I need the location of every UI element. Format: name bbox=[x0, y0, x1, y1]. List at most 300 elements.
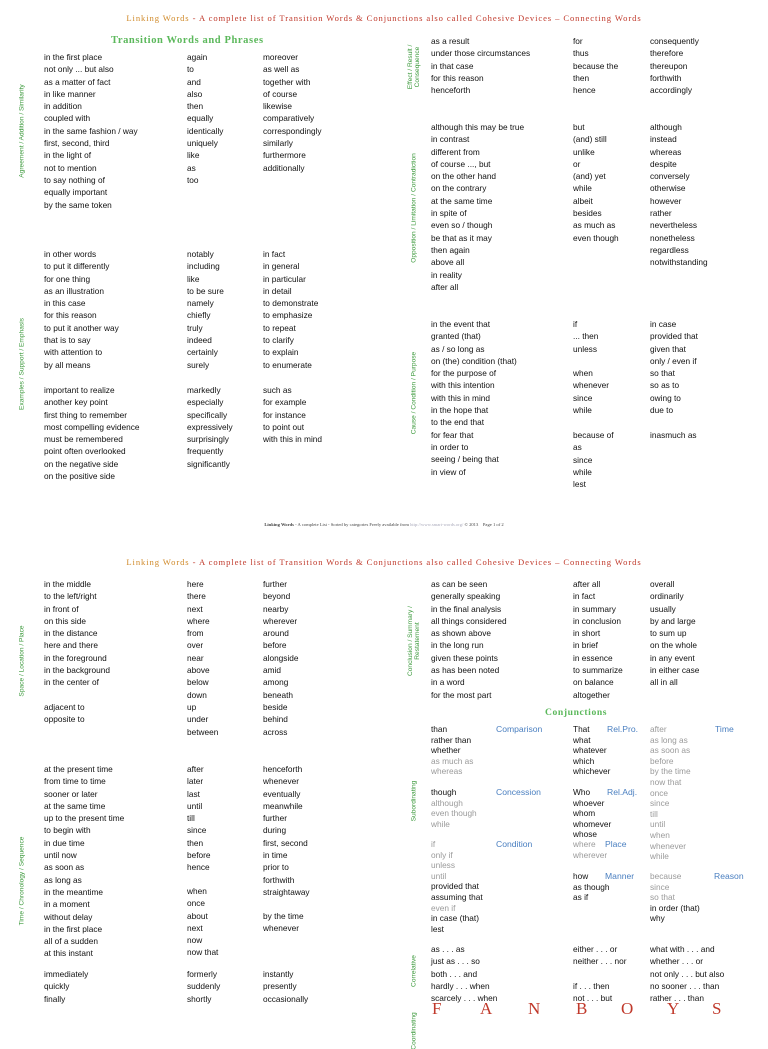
label-examples: Examples / Support / Emphasis bbox=[18, 317, 26, 410]
list-item: once bbox=[650, 787, 668, 798]
list-item: why bbox=[650, 913, 665, 924]
sub-condition bbox=[431, 839, 483, 934]
list-item: so that bbox=[650, 368, 675, 379]
list-item: in the foreground bbox=[44, 652, 107, 663]
sub-comparison bbox=[431, 724, 473, 777]
list-item: near bbox=[187, 652, 204, 663]
list-item: to repeat bbox=[263, 322, 296, 333]
list-item: before bbox=[650, 755, 674, 766]
list-item: next bbox=[187, 922, 203, 933]
list-item: to put it differently bbox=[44, 261, 110, 272]
label-effect: Effect / Result / Consequence bbox=[406, 44, 421, 89]
list-item: while bbox=[573, 183, 592, 194]
list-item: namely bbox=[187, 298, 214, 309]
list-item: such as bbox=[263, 385, 292, 395]
examples-col2b bbox=[187, 384, 233, 470]
list-item: where bbox=[573, 839, 596, 849]
list-item: to point out bbox=[263, 421, 305, 432]
list-item: then bbox=[187, 837, 204, 848]
list-item: on (the) condition (that) bbox=[431, 355, 517, 366]
list-item: as soon as bbox=[650, 745, 691, 756]
agreement-col2 bbox=[187, 51, 223, 186]
list-item: in this case bbox=[44, 298, 86, 309]
list-item: so that bbox=[650, 892, 675, 903]
list-item: to sum up bbox=[650, 628, 687, 639]
list-item: as an illustration bbox=[44, 285, 104, 296]
list-item: first, second bbox=[263, 837, 308, 848]
label-space: Space / Location / Place bbox=[18, 624, 26, 697]
list-item: on the negative side bbox=[44, 458, 119, 469]
list-item: without delay bbox=[44, 911, 93, 922]
list-item bbox=[573, 968, 627, 980]
cat-time: Time bbox=[715, 724, 734, 734]
cause-col2c bbox=[573, 429, 614, 490]
list-item: in order (that) bbox=[650, 902, 700, 913]
correlative-col1 bbox=[431, 943, 497, 1004]
list-item: additionally bbox=[263, 162, 305, 173]
list-item: when bbox=[650, 829, 670, 840]
list-item: in the distance bbox=[44, 628, 98, 639]
list-item: till bbox=[187, 813, 195, 824]
conclusion-col2 bbox=[573, 578, 623, 701]
list-item: because of bbox=[573, 430, 614, 440]
space-col1 bbox=[44, 578, 110, 689]
list-item: further bbox=[263, 579, 287, 589]
list-item: hence bbox=[573, 85, 596, 96]
cat-manner: Manner bbox=[605, 871, 635, 881]
list-item: beside bbox=[263, 701, 288, 712]
list-item: given these points bbox=[431, 652, 498, 663]
conclusion-col1 bbox=[431, 578, 507, 701]
cause-col1 bbox=[431, 318, 517, 478]
list-item: since bbox=[573, 454, 593, 465]
list-item: although bbox=[431, 797, 463, 808]
list-item: rather than bbox=[431, 734, 472, 745]
list-item: not . . . but bbox=[573, 993, 613, 1004]
list-item: in either case bbox=[650, 665, 700, 676]
list-item: (and) still bbox=[573, 134, 607, 145]
list-item: as much as bbox=[573, 220, 616, 231]
list-item: as can be seen bbox=[431, 579, 488, 589]
list-item: than bbox=[431, 724, 448, 734]
list-item: important to realize bbox=[44, 385, 115, 395]
list-item: which bbox=[573, 755, 595, 766]
list-item: equally bbox=[187, 113, 214, 124]
list-item: all of a sudden bbox=[44, 936, 98, 947]
list-item: later bbox=[187, 776, 204, 787]
list-item: with this intention bbox=[431, 380, 495, 391]
list-item: henceforth bbox=[431, 85, 471, 96]
list-item: beyond bbox=[263, 591, 291, 602]
list-item: when bbox=[573, 368, 593, 378]
time-col3c bbox=[263, 968, 308, 1005]
list-item: specifically bbox=[187, 409, 228, 420]
list-item: whether . . . or bbox=[650, 956, 704, 967]
list-item: That bbox=[573, 724, 590, 734]
list-item: down bbox=[187, 689, 207, 700]
space-col1b bbox=[44, 701, 85, 726]
list-item: as bbox=[187, 162, 196, 173]
list-item: adjacent to bbox=[44, 702, 85, 712]
list-item: notably bbox=[187, 249, 214, 259]
sub-relpro bbox=[573, 724, 610, 777]
list-item: in case (that) bbox=[431, 913, 479, 924]
cause-col3b bbox=[650, 429, 697, 441]
list-item: indeed bbox=[187, 335, 212, 346]
list-item: till bbox=[650, 808, 658, 819]
examples-col3 bbox=[263, 248, 318, 371]
list-item: to clarify bbox=[263, 335, 294, 346]
list-item: by all means bbox=[44, 359, 91, 370]
list-item: occasionally bbox=[263, 993, 309, 1004]
correlative-col2 bbox=[573, 943, 627, 1004]
opposition-col3 bbox=[650, 121, 708, 269]
list-item: chiefly bbox=[187, 310, 211, 321]
list-item: whoever bbox=[573, 797, 605, 808]
examples-col1b bbox=[44, 384, 139, 482]
list-item: below bbox=[187, 677, 209, 688]
list-item: not only ... but also bbox=[44, 64, 114, 75]
effect-col1 bbox=[431, 35, 530, 96]
list-item: wherever bbox=[573, 849, 608, 860]
list-item: for bbox=[573, 36, 583, 46]
list-item: in like manner bbox=[44, 88, 96, 99]
label-agreement: Agreement / Addition / Similarity bbox=[18, 83, 26, 178]
list-item: therefore bbox=[650, 48, 684, 59]
list-item: under those circumstances bbox=[431, 48, 531, 59]
list-item: furthermore bbox=[263, 150, 306, 161]
list-item: there bbox=[187, 591, 206, 602]
list-item: certainly bbox=[187, 347, 218, 358]
list-item: eventually bbox=[263, 788, 301, 799]
agreement-col3 bbox=[263, 51, 322, 174]
list-item: like bbox=[187, 150, 200, 161]
list-item: all things considered bbox=[431, 615, 507, 626]
header-lead: Linking Words bbox=[126, 13, 190, 23]
list-item: finally bbox=[44, 993, 66, 1004]
list-item: coupled with bbox=[44, 113, 91, 124]
list-item: uniquely bbox=[187, 138, 218, 149]
list-item: in conclusion bbox=[573, 615, 621, 626]
list-item: what with . . . and bbox=[650, 944, 715, 954]
list-item: lest bbox=[573, 479, 586, 490]
list-item: overall bbox=[650, 579, 675, 589]
list-item: if bbox=[431, 839, 436, 849]
list-item: as well as bbox=[263, 64, 300, 75]
list-item: otherwise bbox=[650, 183, 686, 194]
list-item: identically bbox=[187, 125, 224, 136]
list-item: in the same fashion / way bbox=[44, 125, 138, 136]
fanboys-a: A bbox=[480, 999, 493, 1018]
list-item: frequently bbox=[187, 446, 224, 457]
effect-col2 bbox=[573, 35, 618, 96]
list-item: henceforth bbox=[263, 764, 303, 774]
list-item: once bbox=[187, 898, 205, 909]
list-item: besides bbox=[573, 208, 602, 219]
sub-time bbox=[650, 724, 691, 862]
list-item: neither . . . nor bbox=[573, 956, 627, 967]
list-item: for this reason bbox=[431, 72, 484, 83]
list-item: as if bbox=[573, 892, 589, 903]
list-item: rather . . . than bbox=[650, 993, 704, 1004]
list-item: in other words bbox=[44, 249, 97, 259]
list-item: to summarize bbox=[573, 665, 623, 676]
list-item: whichever bbox=[573, 766, 611, 777]
list-item: lest bbox=[431, 923, 444, 934]
list-item: in fact bbox=[573, 591, 596, 602]
list-item: comparatively bbox=[263, 113, 315, 124]
list-item: either . . . or bbox=[573, 944, 618, 954]
list-item: whose bbox=[573, 829, 597, 840]
list-item: if . . . then bbox=[573, 980, 610, 991]
label-coordinating: Coordinating bbox=[410, 1011, 418, 1049]
list-item: consequently bbox=[650, 36, 699, 46]
list-item: before bbox=[263, 640, 287, 651]
list-item: now that bbox=[650, 776, 682, 787]
list-item: on the other hand bbox=[431, 171, 497, 182]
list-item: thereupon bbox=[650, 60, 688, 71]
list-item: markedly bbox=[187, 385, 221, 395]
list-item: generally speaking bbox=[431, 591, 501, 602]
list-item: immediately bbox=[44, 969, 89, 979]
list-item: up bbox=[187, 701, 197, 712]
list-item: during bbox=[263, 825, 287, 836]
list-item: moreover bbox=[263, 52, 299, 62]
list-item: around bbox=[263, 628, 289, 639]
list-item: from bbox=[187, 628, 204, 639]
header-rest: A complete list of Transition Words & Conjunctions also called Cohesive Devices – Connecting Words bbox=[198, 13, 642, 23]
list-item: above bbox=[187, 665, 210, 676]
list-item: point often overlooked bbox=[44, 446, 126, 457]
list-item: be that as it may bbox=[431, 232, 492, 243]
list-item: with this in mind bbox=[431, 392, 491, 403]
time-col3 bbox=[263, 763, 310, 898]
footer-link[interactable]: http://www.smart-words.org/ bbox=[410, 522, 464, 527]
list-item: accordingly bbox=[650, 85, 692, 96]
cat-relpro: Rel.Pro. bbox=[607, 724, 639, 734]
list-item: by the time bbox=[263, 911, 304, 921]
list-item: similarly bbox=[263, 138, 293, 149]
list-item: to emphasize bbox=[263, 310, 313, 321]
list-item: when bbox=[187, 886, 207, 896]
space-col2 bbox=[187, 578, 218, 738]
list-item: assuming that bbox=[431, 891, 483, 902]
list-item: here and there bbox=[44, 640, 98, 651]
time-col1b bbox=[44, 968, 88, 1005]
list-item: whereas bbox=[431, 766, 463, 777]
list-item: to the left/right bbox=[44, 591, 97, 602]
list-item: while bbox=[573, 404, 592, 415]
list-item: in summary bbox=[573, 603, 616, 614]
list-item: nearby bbox=[263, 603, 289, 614]
list-item: presently bbox=[263, 981, 297, 992]
cat-reladj: Rel.Adj. bbox=[607, 787, 638, 797]
list-item: by and large bbox=[650, 615, 696, 626]
list-item: for example bbox=[263, 397, 307, 408]
list-item: shortly bbox=[187, 993, 212, 1004]
list-item: until now bbox=[44, 850, 77, 861]
list-item: ordinarily bbox=[650, 591, 684, 602]
list-item: despite bbox=[650, 158, 677, 169]
list-item: on the contrary bbox=[431, 183, 487, 194]
label-correlative: Correlative bbox=[410, 954, 418, 987]
list-item: in detail bbox=[263, 285, 292, 296]
list-item: although this may be true bbox=[431, 122, 525, 132]
list-item: likewise bbox=[263, 101, 293, 112]
list-item: only if bbox=[431, 849, 453, 860]
list-item: seeing / being that bbox=[431, 454, 499, 465]
list-item: how bbox=[573, 871, 589, 881]
list-item: as though bbox=[573, 881, 610, 892]
list-item: straightaway bbox=[263, 886, 310, 897]
list-item: and bbox=[187, 76, 201, 87]
list-item: across bbox=[263, 726, 288, 737]
list-item: about bbox=[187, 910, 208, 921]
list-item: then bbox=[187, 101, 204, 112]
list-item: scarcely . . . when bbox=[431, 993, 498, 1004]
list-item: as . . . as bbox=[431, 944, 465, 954]
list-item: at the same time bbox=[44, 800, 106, 811]
list-item: no sooner . . . than bbox=[650, 980, 720, 991]
list-item: by the same token bbox=[44, 199, 112, 210]
time-col2b bbox=[187, 885, 218, 959]
list-item: as long as bbox=[44, 874, 82, 885]
list-item: on the positive side bbox=[44, 471, 116, 482]
list-item: in any event bbox=[650, 652, 695, 663]
list-item: in brief bbox=[573, 640, 598, 651]
effect-col3 bbox=[650, 35, 699, 96]
list-item: on the whole bbox=[650, 640, 698, 651]
list-item: thus bbox=[573, 48, 589, 59]
list-item: for the purpose of bbox=[431, 368, 497, 379]
list-item: in essence bbox=[573, 652, 613, 663]
conjunctions-title: Conjunctions bbox=[545, 707, 608, 718]
agreement-col1 bbox=[44, 51, 138, 211]
list-item: of course bbox=[263, 88, 298, 99]
space-col3 bbox=[263, 578, 299, 738]
list-item: to demonstrate bbox=[263, 298, 319, 309]
list-item: quickly bbox=[44, 981, 70, 992]
list-item: as a matter of fact bbox=[44, 76, 111, 87]
list-item: like bbox=[187, 273, 200, 284]
list-item: due to bbox=[650, 405, 674, 416]
list-item: again bbox=[187, 52, 208, 62]
list-item: in contrast bbox=[431, 134, 470, 145]
list-item: significantly bbox=[187, 458, 230, 469]
list-item: to say nothing of bbox=[44, 174, 105, 185]
list-item: by the time bbox=[650, 766, 691, 777]
list-item: in short bbox=[573, 628, 601, 639]
list-item: in the light of bbox=[44, 150, 92, 161]
fanboys-f: F bbox=[432, 999, 442, 1018]
list-item: in spite of bbox=[431, 208, 467, 219]
sub-place bbox=[573, 839, 607, 860]
list-item: with this in mind bbox=[263, 434, 323, 445]
list-item: in the meantime bbox=[44, 886, 104, 897]
list-item: whenever bbox=[650, 840, 686, 851]
list-item: as / so long as bbox=[431, 343, 485, 354]
list-item: behind bbox=[263, 714, 288, 725]
list-item: including bbox=[187, 261, 220, 272]
list-item: to begin with bbox=[44, 825, 91, 836]
list-item: sooner or later bbox=[44, 788, 98, 799]
list-item: provided that bbox=[650, 331, 698, 342]
list-item: too bbox=[187, 174, 199, 185]
list-item: beneath bbox=[263, 689, 293, 700]
time-col2c bbox=[187, 968, 220, 1005]
list-item: not to mention bbox=[44, 162, 97, 173]
list-item: now bbox=[187, 935, 203, 946]
list-item: that is to say bbox=[44, 335, 91, 346]
list-item: correspondingly bbox=[263, 125, 322, 136]
list-item: must be remembered bbox=[44, 434, 123, 445]
list-item: granted (that) bbox=[431, 331, 481, 342]
list-item: albeit bbox=[573, 195, 593, 206]
list-item: among bbox=[263, 677, 289, 688]
list-item: as a result bbox=[431, 36, 470, 46]
list-item: both . . . and bbox=[431, 968, 478, 979]
list-item: over bbox=[187, 640, 204, 651]
list-item: in the first place bbox=[44, 52, 103, 62]
cause-col3a bbox=[650, 318, 698, 416]
page2-header: Linking Words - A complete list of Transition Words & Conjunctions also called Cohesive Devices – Connecting Words bbox=[126, 557, 642, 567]
fanboys-s: S bbox=[712, 999, 722, 1018]
list-item: not only . . . but also bbox=[650, 968, 725, 979]
list-item: inasmuch as bbox=[650, 430, 697, 440]
list-item: Who bbox=[573, 787, 591, 797]
list-item: owing to bbox=[650, 392, 681, 403]
list-item: if bbox=[573, 319, 578, 329]
list-item: under bbox=[187, 714, 209, 725]
list-item: ... then bbox=[573, 331, 599, 342]
list-item: with attention to bbox=[44, 347, 103, 358]
cat-place: Place bbox=[605, 839, 627, 849]
list-item: until bbox=[650, 819, 666, 830]
list-item: for fear that bbox=[431, 429, 474, 440]
list-item: while bbox=[573, 466, 592, 477]
list-item: because bbox=[650, 871, 682, 881]
list-item: first thing to remember bbox=[44, 409, 127, 420]
transition-title: Transition Words and Phrases bbox=[111, 35, 264, 46]
list-item: whether bbox=[431, 745, 461, 756]
sub-concession bbox=[431, 787, 477, 829]
list-item: then again bbox=[431, 244, 470, 255]
list-item: to enumerate bbox=[263, 359, 312, 370]
opposition-col1 bbox=[431, 121, 524, 293]
list-item: since bbox=[573, 392, 593, 403]
list-item: in the final analysis bbox=[431, 603, 502, 614]
list-item: where bbox=[187, 615, 210, 626]
list-item: regardless bbox=[650, 244, 689, 255]
fanboys-y: Y bbox=[667, 999, 680, 1018]
list-item: while bbox=[431, 818, 450, 829]
list-item: until bbox=[187, 800, 203, 811]
list-item: suddenly bbox=[187, 981, 221, 992]
list-item: unlike bbox=[573, 146, 595, 157]
list-item: at this instant bbox=[44, 948, 93, 959]
list-item: surely bbox=[187, 359, 210, 370]
list-item: in fact bbox=[263, 249, 286, 259]
list-item: in due time bbox=[44, 837, 85, 848]
cause-col2b bbox=[573, 367, 609, 416]
list-item: first, second, third bbox=[44, 138, 110, 149]
list-item: now that bbox=[187, 947, 219, 958]
list-item: conversely bbox=[650, 171, 690, 182]
list-item: just as . . . so bbox=[431, 956, 480, 967]
list-item: (and) yet bbox=[573, 171, 606, 182]
list-item: up to the present time bbox=[44, 813, 125, 824]
list-item: only / even if bbox=[650, 355, 697, 366]
